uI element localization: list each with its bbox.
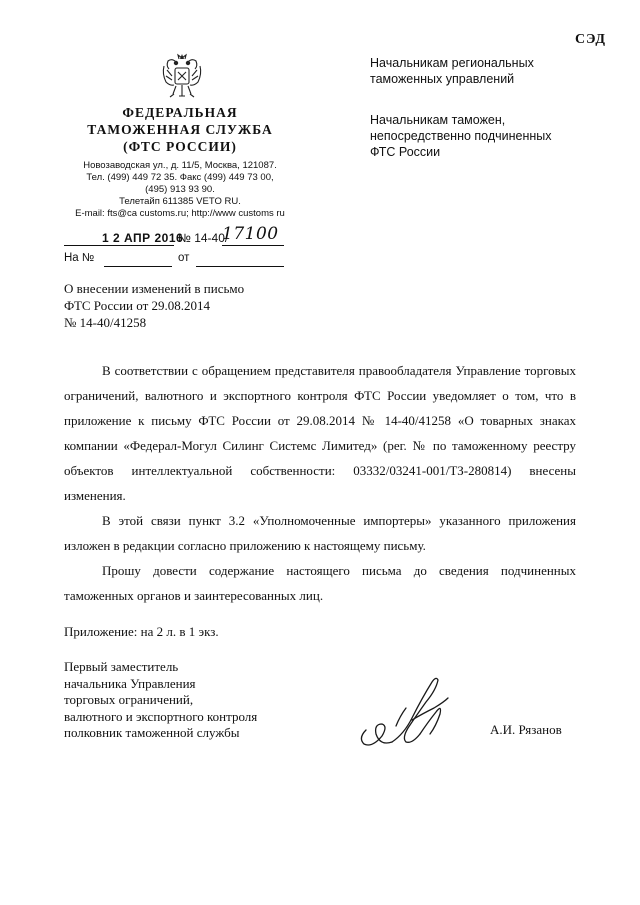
reference-number-blank	[104, 266, 172, 267]
number-underline	[222, 245, 284, 246]
paragraph-text: Прошу довести содержание настоящего письма до сведения подчиненных таможенных органов и заинтересованных лиц.	[64, 563, 576, 603]
signer-name: А.И. Рязанов	[490, 722, 562, 737]
russian-coat-of-arms-icon	[160, 52, 204, 102]
registration-date-stamp: 1 2 АПР 2016	[102, 231, 184, 245]
addressee-2	[370, 112, 552, 160]
signer-title-block	[64, 659, 257, 742]
reference-date-blank	[196, 266, 284, 267]
contact-line: (495) 913 93 90.	[145, 184, 215, 195]
document-system-mark: СЭД	[574, 32, 606, 47]
addressee-1	[370, 55, 534, 87]
body-paragraph-2	[64, 508, 576, 558]
subject-line: № 14-40/41258	[64, 315, 147, 330]
signer-title-line: Первый заместитель	[64, 659, 179, 674]
org-name-line-1: ФЕДЕРАЛЬНАЯ	[122, 105, 238, 120]
registration-number-label: № 14-40/	[178, 231, 229, 245]
subject-line: ФТС России от 29.08.2014	[64, 298, 211, 313]
paragraph-text: В соответствии с обращением представителя правообладателя Управление торговых ограничений, валютного и экспортного контроля ФТС России уведомляет о том, что в приложение к письму ФТС России от 29.08.2014 № 14-40/41258 «О товарных знаках компании «Федерал-Могул Силинг Системс Лимитед» (рег. № по таможенному реестру объектов интеллектуальной собственности: 03332/03241-001/ТЗ-280814) внесены изменения.	[64, 363, 576, 503]
addressee-line: непосредственно подчиненных	[370, 129, 552, 143]
org-name-line-3: (ФТС РОССИИ)	[123, 139, 237, 154]
addressee-line: Начальникам таможен,	[370, 113, 506, 127]
signer-title-line: полковник таможенной службы	[64, 725, 240, 740]
letter-subject	[64, 280, 244, 331]
signer-title-line: торговых ограничений,	[64, 692, 194, 707]
reference-date-label: от	[178, 252, 190, 264]
addressee-line: Начальникам региональных	[370, 56, 534, 70]
subject-line: О внесении изменений в письмо	[64, 281, 245, 296]
contact-line: Новозаводская ул., д. 11/5, Москва, 121087.	[83, 160, 277, 171]
appendix-note: Приложение: на 2 л. в 1 экз.	[64, 624, 219, 639]
body-paragraph-3	[64, 558, 576, 608]
org-name-line-2: ТАМОЖЕННАЯ СЛУЖБА	[87, 122, 273, 137]
signer-title-line: начальника Управления	[64, 675, 196, 691]
reference-number-label: На №	[64, 252, 95, 264]
signer-title-line: валютного и экспортного контроля	[64, 708, 258, 724]
contact-line: Телетайп 611385 VETO RU.	[119, 196, 241, 207]
date-underline	[64, 245, 174, 246]
body-paragraph-1	[64, 358, 576, 508]
handwritten-signature	[352, 668, 472, 758]
contact-email-line: E-mail: fts@ca customs.ru; http://www customs ru	[75, 208, 285, 219]
addressee-line: ФТС России	[370, 145, 441, 159]
registration-number-handwritten: 17100	[222, 224, 279, 244]
paragraph-text: В этой связи пункт 3.2 «Уполномоченные импортеры» указанного приложения изложен в редакции согласно приложению к настоящему письму.	[64, 513, 576, 553]
contact-line: Тел. (499) 449 72 35. Факс (499) 449 73 00,	[86, 172, 274, 183]
addressee-line: таможенных управлений	[370, 72, 515, 86]
